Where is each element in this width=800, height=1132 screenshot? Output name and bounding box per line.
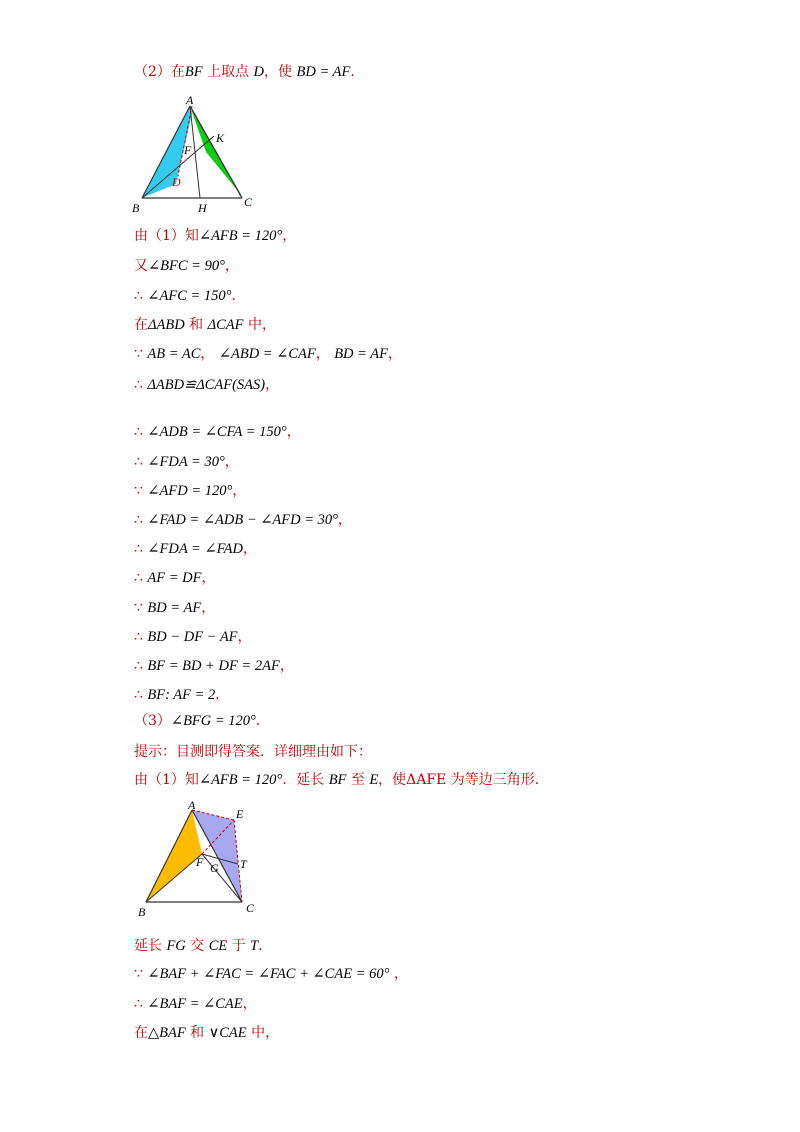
solution-line — [134, 656, 294, 676]
math-expression: FG — [166, 938, 186, 954]
text-fragment: ∴ — [134, 658, 148, 674]
solution-line — [134, 1023, 279, 1043]
text-fragment: ， — [224, 258, 239, 274]
solution-line — [134, 375, 279, 395]
math-expression: ΔABD — [148, 317, 185, 333]
math-expression: BF = BD + DF = 2AF — [147, 658, 280, 674]
text-fragment: 又 — [134, 258, 148, 274]
text-fragment: ，使ΔAFE 为等边三角形． — [378, 772, 549, 788]
math-expression: ∠BAF + ∠FAC = ∠FAC + ∠CAE = 60° — [147, 966, 390, 982]
math-expression: ∠ABD = ∠CAF — [218, 346, 316, 362]
math-expression: ∠FDA = 30° — [147, 454, 225, 470]
math-expression: ∠BFC = 90° — [148, 258, 225, 274]
solution-line — [134, 598, 215, 618]
label-b: B — [132, 201, 140, 215]
text-fragment: 中， — [243, 317, 276, 333]
text-fragment: ∵ — [134, 966, 148, 982]
math-expression: BD = AF — [296, 64, 351, 80]
solution-line — [134, 539, 257, 559]
math-expression: ∠FDA = ∠FAD — [147, 541, 243, 557]
solution-line — [134, 315, 276, 335]
text-fragment: 和 — [185, 1025, 209, 1041]
math-expression: D — [253, 64, 265, 80]
math-expression: ∠AFB = 120° — [198, 228, 283, 244]
text-fragment: ， — [279, 658, 294, 674]
math-expression: BD = AF — [147, 600, 202, 616]
text-fragment: ． — [215, 687, 230, 703]
text-fragment: ． — [258, 938, 273, 954]
solution-line — [134, 510, 352, 530]
text-fragment: ∴ — [134, 512, 148, 528]
label-h: H — [198, 201, 207, 215]
figure-2-triangle — [130, 800, 270, 924]
text-fragment: 交 — [185, 938, 209, 954]
text-fragment: ∵ — [134, 600, 148, 616]
math-expression: ∠BFG = 120° — [170, 713, 256, 729]
label-d: D — [172, 175, 181, 189]
text-fragment: ．延长 — [282, 772, 329, 788]
solution-line — [134, 62, 364, 82]
solution-line — [134, 422, 301, 442]
text-fragment: ， — [201, 570, 216, 586]
math-expression: BF: AF = 2 — [147, 687, 216, 703]
text-fragment: ∴ — [134, 570, 148, 586]
label-f: F — [196, 855, 204, 869]
solution-line — [134, 286, 245, 306]
solution-line — [134, 742, 372, 762]
solution-line — [134, 344, 402, 364]
text-fragment: （2）在 — [134, 64, 185, 80]
math-expression: △BAF — [148, 1025, 186, 1041]
solution-line — [134, 685, 229, 705]
text-fragment: 至 — [346, 772, 370, 788]
text-fragment: ， — [337, 512, 352, 528]
text-fragment: ∴ — [134, 377, 148, 393]
label-k: K — [216, 131, 225, 145]
math-expression: ∨CAE — [208, 1025, 247, 1041]
solution-line — [134, 627, 252, 647]
text-fragment: 中， — [246, 1025, 280, 1041]
label-e: E — [236, 807, 244, 821]
solution-line — [134, 452, 239, 472]
solution-line — [134, 994, 257, 1014]
text-fragment: ∵ — [134, 483, 148, 499]
text-fragment: ， — [237, 629, 252, 645]
math-expression: CE — [208, 938, 228, 954]
text-fragment: ． — [255, 713, 270, 729]
solution-line — [134, 936, 272, 956]
text-fragment: 在 — [134, 317, 148, 333]
text-fragment: ∴ — [134, 687, 148, 703]
math-expression: ∠AFD = 120° — [147, 483, 233, 499]
label-f: F — [184, 143, 192, 157]
shaded-triangle-baf — [146, 810, 202, 902]
math-expression: AF = DF — [147, 570, 202, 586]
math-expression: ∠FAD = ∠ADB − ∠AFD = 30° — [147, 512, 338, 528]
text-fragment: ， — [242, 541, 257, 557]
text-fragment: ， — [265, 377, 280, 393]
math-expression: ∠BAF = ∠CAE — [147, 996, 243, 1012]
text-fragment: （3） — [134, 713, 171, 729]
math-expression: ∠AFC = 150° — [147, 288, 232, 304]
math-expression: ∠AFB = 120° — [198, 772, 283, 788]
text-fragment: 延长 — [134, 938, 167, 954]
solution-line — [134, 481, 246, 501]
text-fragment: ∵ — [134, 346, 148, 362]
text-fragment: 于 — [227, 938, 251, 954]
label-c: C — [246, 901, 255, 915]
figure-1-triangle — [130, 92, 260, 222]
text-fragment: ， — [200, 346, 219, 362]
text-fragment: ， — [286, 424, 301, 440]
text-fragment: ， — [282, 228, 297, 244]
label-a: A — [186, 93, 194, 107]
label-t: T — [240, 857, 247, 871]
label-c: C — [244, 195, 253, 209]
text-fragment: ， — [224, 454, 239, 470]
solution-line — [134, 711, 270, 731]
solution-line — [134, 964, 408, 984]
text-fragment: 提示：目测即得答案．详细理由如下： — [134, 744, 372, 760]
math-expression: BF — [184, 64, 203, 80]
math-expression: BD = AF — [334, 346, 389, 362]
text-fragment: ， — [232, 483, 247, 499]
text-fragment: ， — [242, 996, 257, 1012]
text-fragment: ， — [201, 600, 216, 616]
text-fragment: ∴ — [134, 288, 148, 304]
math-expression: ΔCAF — [207, 317, 244, 333]
label-g: G — [210, 861, 219, 875]
text-fragment: ∴ — [134, 541, 148, 557]
text-fragment: ，使 — [264, 64, 297, 80]
text-fragment: 在 — [134, 1025, 148, 1041]
solution-line — [134, 568, 215, 588]
text-fragment: ∴ — [134, 629, 148, 645]
text-fragment: ∴ — [134, 454, 148, 470]
math-expression: ΔABD≌ΔCAF(SAS) — [147, 377, 266, 393]
solution-line — [134, 770, 549, 790]
math-expression: T — [250, 938, 259, 954]
math-expression: BD − DF − AF — [147, 629, 238, 645]
label-b: B — [138, 905, 146, 919]
text-fragment: ． — [231, 288, 246, 304]
math-expression: AB = AC — [147, 346, 201, 362]
text-fragment: ∴ — [134, 424, 148, 440]
label-a: A — [188, 800, 196, 812]
text-fragment: ∴ — [134, 996, 148, 1012]
text-fragment: ， — [389, 966, 408, 982]
math-expression: ∠ADB = ∠CFA = 150° — [147, 424, 287, 440]
text-fragment: ， — [315, 346, 335, 362]
text-fragment: ， — [388, 346, 403, 362]
math-expression: BF — [328, 772, 347, 788]
text-fragment: ． — [350, 64, 365, 80]
math-expression: E — [369, 772, 379, 788]
solution-line — [134, 226, 296, 246]
text-fragment: 上取点 — [202, 64, 254, 80]
text-fragment: 由（1）知 — [134, 228, 199, 244]
text-fragment: 和 — [184, 317, 208, 333]
solution-line — [134, 256, 239, 276]
text-fragment: 由（1）知 — [134, 772, 199, 788]
